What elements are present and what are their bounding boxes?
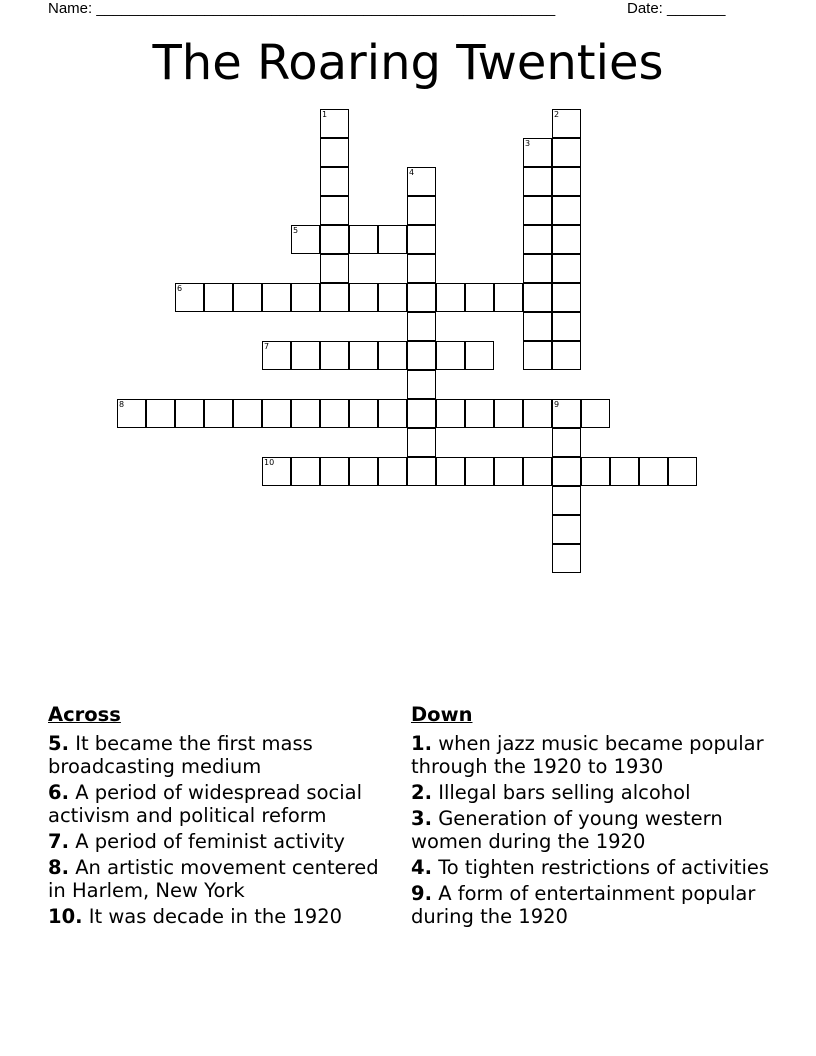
grid-cell[interactable] bbox=[204, 399, 233, 428]
clue-down-1 bbox=[411, 732, 781, 778]
grid-cell[interactable] bbox=[610, 457, 639, 486]
clue-text: A form of entertainment popular during the 1920 bbox=[411, 882, 756, 928]
clue-down-4 bbox=[411, 856, 781, 879]
grid-cell[interactable] bbox=[523, 312, 552, 341]
grid-cell[interactable] bbox=[523, 399, 552, 428]
grid-cell[interactable] bbox=[581, 457, 610, 486]
clue-down-2 bbox=[411, 781, 781, 804]
clue-number: 10. bbox=[48, 905, 83, 928]
grid-cell[interactable] bbox=[494, 457, 523, 486]
grid-cell[interactable] bbox=[320, 399, 349, 428]
grid-cell[interactable] bbox=[407, 457, 436, 486]
grid-cell[interactable] bbox=[378, 283, 407, 312]
grid-cell[interactable] bbox=[175, 283, 204, 312]
grid-cell[interactable] bbox=[552, 515, 581, 544]
grid-cell[interactable] bbox=[320, 196, 349, 225]
grid-cell[interactable] bbox=[552, 109, 581, 138]
clue-number: 4. bbox=[411, 856, 432, 879]
grid-cell[interactable] bbox=[407, 283, 436, 312]
clue-text: It was decade in the 1920 bbox=[88, 905, 343, 928]
grid-cell[interactable] bbox=[146, 399, 175, 428]
clue-across-10 bbox=[48, 905, 393, 928]
clue-number: 3. bbox=[411, 807, 432, 830]
grid-cell[interactable] bbox=[262, 399, 291, 428]
grid-cell[interactable] bbox=[552, 544, 581, 573]
grid-cell[interactable] bbox=[552, 254, 581, 283]
clue-text: Generation of young western women during the 1920 bbox=[411, 807, 723, 853]
clue-number: 2. bbox=[411, 781, 432, 804]
date-field-line: Date: _______ bbox=[627, 0, 726, 17]
grid-cell[interactable] bbox=[465, 283, 494, 312]
grid-cell[interactable] bbox=[291, 341, 320, 370]
grid-cell[interactable] bbox=[436, 283, 465, 312]
grid-cell[interactable] bbox=[349, 283, 378, 312]
grid-cell[interactable] bbox=[523, 341, 552, 370]
clue-number: 7. bbox=[48, 830, 69, 853]
grid-cell[interactable] bbox=[552, 486, 581, 515]
clue-down-3 bbox=[411, 807, 781, 853]
grid-cell[interactable] bbox=[436, 341, 465, 370]
grid-cell[interactable] bbox=[523, 283, 552, 312]
grid-cell[interactable] bbox=[552, 399, 581, 428]
grid-cell[interactable] bbox=[552, 167, 581, 196]
grid-cell[interactable] bbox=[175, 399, 204, 428]
cell-number: 10 bbox=[264, 458, 275, 467]
clue-number: 9. bbox=[411, 882, 432, 905]
clue-across-5 bbox=[48, 732, 393, 778]
cell-number: 5 bbox=[293, 226, 299, 235]
clue-text: Illegal bars selling alcohol bbox=[438, 781, 691, 804]
grid-cell[interactable] bbox=[523, 167, 552, 196]
grid-cell[interactable] bbox=[552, 341, 581, 370]
grid-cell[interactable] bbox=[552, 457, 581, 486]
puzzle-title: The Roaring Twenties bbox=[152, 35, 664, 91]
across-heading: Across bbox=[48, 703, 121, 726]
grid-cell[interactable] bbox=[349, 399, 378, 428]
grid-cell[interactable] bbox=[552, 196, 581, 225]
grid-cell[interactable] bbox=[465, 399, 494, 428]
grid-cell[interactable] bbox=[320, 254, 349, 283]
grid-cell[interactable] bbox=[407, 254, 436, 283]
grid-cell[interactable] bbox=[291, 283, 320, 312]
clue-across-8 bbox=[48, 856, 393, 902]
grid-cell[interactable] bbox=[378, 225, 407, 254]
clue-text: An artistic movement centered in Harlem, New York bbox=[48, 856, 379, 902]
grid-cell[interactable] bbox=[291, 457, 320, 486]
grid-cell[interactable] bbox=[320, 457, 349, 486]
clue-text: A period of feminist activity bbox=[75, 830, 345, 853]
grid-cell[interactable] bbox=[552, 312, 581, 341]
cell-number: 8 bbox=[119, 400, 125, 409]
cell-number: 9 bbox=[554, 400, 560, 409]
grid-cell[interactable] bbox=[262, 283, 291, 312]
down-clues bbox=[411, 703, 781, 931]
grid-cell[interactable] bbox=[291, 225, 320, 254]
grid-cell[interactable] bbox=[378, 399, 407, 428]
grid-cell[interactable] bbox=[320, 167, 349, 196]
clue-text: It became the first mass broadcasting medium bbox=[48, 732, 313, 778]
grid-cell[interactable] bbox=[465, 341, 494, 370]
cell-number: 1 bbox=[322, 110, 328, 119]
cell-number: 6 bbox=[177, 284, 183, 293]
grid-cell[interactable] bbox=[523, 138, 552, 167]
clue-text: when jazz music became popular through the 1920 to 1930 bbox=[411, 732, 764, 778]
grid-cell[interactable] bbox=[407, 312, 436, 341]
grid-cell[interactable] bbox=[552, 138, 581, 167]
grid-cell[interactable] bbox=[668, 457, 697, 486]
grid-cell[interactable] bbox=[320, 138, 349, 167]
cell-number: 4 bbox=[409, 168, 415, 177]
grid-cell[interactable] bbox=[407, 370, 436, 399]
grid-cell[interactable] bbox=[262, 341, 291, 370]
grid-cell[interactable] bbox=[320, 283, 349, 312]
grid-cell[interactable] bbox=[552, 283, 581, 312]
grid-cell[interactable] bbox=[407, 196, 436, 225]
grid-cell[interactable] bbox=[320, 341, 349, 370]
grid-cell[interactable] bbox=[349, 341, 378, 370]
grid-cell[interactable] bbox=[581, 399, 610, 428]
across-clues bbox=[48, 703, 393, 931]
grid-cell[interactable] bbox=[407, 225, 436, 254]
grid-cell[interactable] bbox=[291, 399, 320, 428]
grid-cell[interactable] bbox=[465, 457, 494, 486]
cell-number: 7 bbox=[264, 342, 270, 351]
clue-across-6 bbox=[48, 781, 393, 827]
grid-cell[interactable] bbox=[552, 225, 581, 254]
grid-cell[interactable] bbox=[378, 457, 407, 486]
grid-cell[interactable] bbox=[639, 457, 668, 486]
grid-cell[interactable] bbox=[204, 283, 233, 312]
grid-cell[interactable] bbox=[523, 196, 552, 225]
grid-cell[interactable] bbox=[494, 283, 523, 312]
grid-cell[interactable] bbox=[494, 399, 523, 428]
clue-text: To tighten restrictions of activities bbox=[438, 856, 770, 879]
clue-down-9 bbox=[411, 882, 781, 928]
clue-across-7 bbox=[48, 830, 393, 853]
clue-number: 6. bbox=[48, 781, 69, 804]
grid-cell[interactable] bbox=[320, 225, 349, 254]
grid-cell[interactable] bbox=[117, 399, 146, 428]
grid-cell[interactable] bbox=[407, 167, 436, 196]
grid-cell[interactable] bbox=[552, 428, 581, 457]
clue-number: 1. bbox=[411, 732, 432, 755]
grid-cell[interactable] bbox=[233, 399, 262, 428]
name-field-line: Name: _______________________________________________________ bbox=[48, 0, 556, 17]
clue-number: 8. bbox=[48, 856, 69, 879]
grid-cell[interactable] bbox=[407, 399, 436, 428]
down-heading: Down bbox=[411, 703, 473, 726]
grid-cell[interactable] bbox=[436, 399, 465, 428]
grid-cell[interactable] bbox=[407, 428, 436, 457]
clue-number: 5. bbox=[48, 732, 69, 755]
grid-cell[interactable] bbox=[349, 457, 378, 486]
cell-number: 3 bbox=[525, 139, 531, 148]
grid-cell[interactable] bbox=[320, 109, 349, 138]
grid-cell[interactable] bbox=[436, 457, 465, 486]
cell-number: 2 bbox=[554, 110, 560, 119]
grid-cell[interactable] bbox=[523, 457, 552, 486]
grid-cell[interactable] bbox=[262, 457, 291, 486]
grid-cell[interactable] bbox=[523, 254, 552, 283]
grid-cell[interactable] bbox=[523, 225, 552, 254]
grid-cell[interactable] bbox=[378, 341, 407, 370]
grid-cell[interactable] bbox=[407, 341, 436, 370]
clue-text: A period of widespread social activism and political reform bbox=[48, 781, 363, 827]
grid-cell[interactable] bbox=[233, 283, 262, 312]
grid-cell[interactable] bbox=[349, 225, 378, 254]
